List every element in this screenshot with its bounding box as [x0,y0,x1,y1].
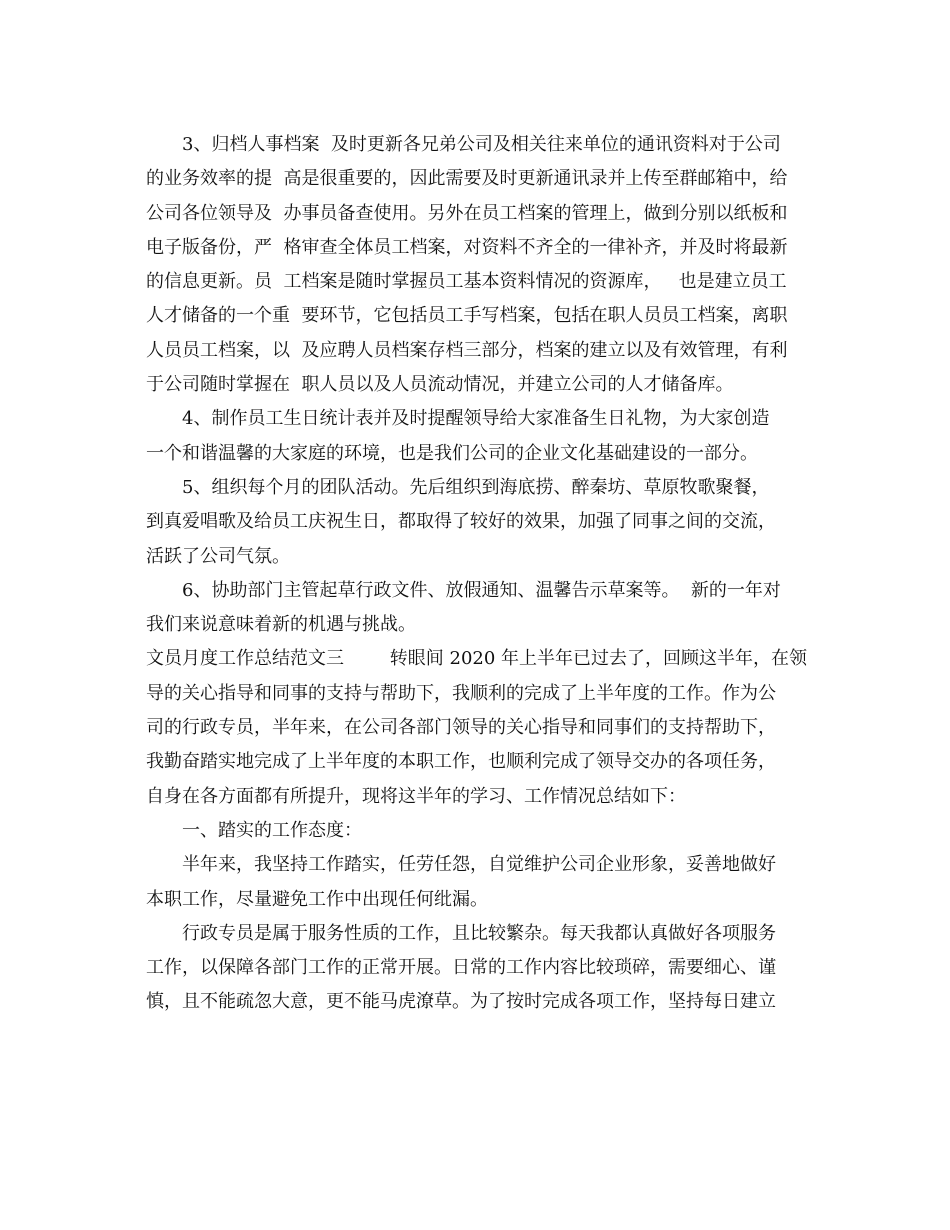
text-line: 4、制作员工生日统计表并及时提醒领导给大家准备生日礼物，为大家创造 [182,408,770,430]
text-line: 我勤奋踏实地完成了上半年度的本职工作，也顺利完成了领导交办的各项任务， [146,751,776,773]
text-line: 于公司随时掌握在 职人员以及人员流动情况，并建立公司的人才储备库。 [146,374,734,396]
text-line: 文员月度工作总结范文三 转眼间 2020 年上半年已过去了，回顾这半年，在领 [146,648,808,670]
text-line: 行政专员是属于服务性质的工作，且比较繁杂。每天我都认真做好各项服务 [182,922,776,944]
text-line: 的业务效率的提 高是很重要的，因此需要及时更新通讯录并上传至群邮箱中，给 [146,168,788,190]
text-line: 半年来，我坚持工作踏实，任劳任怨，自觉维护公司企业形象，妥善地做好 [182,854,776,876]
text-line: 我们来说意味着新的机遇与挑战。 [146,614,416,636]
text-line: 一、踏实的工作态度： [182,819,362,841]
text-line: 导的关心指导和同事的支持与帮助下，我顺利的完成了上半年度的工作。作为公 [146,682,776,704]
text-line: 一个和谐温馨的大家庭的环境，也是我们公司的企业文化基础建设的一部分。 [146,442,758,464]
text-line: 人才储备的一个重 要环节，它包括员工手写档案，包括在职人员员工档案，离职 [146,305,788,327]
text-line: 本职工作，尽量避免工作中出现任何纰漏。 [146,888,488,910]
text-line: 自身在各方面都有所提升，现将这半年的学习、工作情况总结如下： [146,785,686,807]
text-line: 3、归档人事档案 及时更新各兄弟公司及相关往来单位的通讯资料对于公司 [182,134,781,155]
text-line: 公司各位领导及 办事员备查使用。另外在员工档案的管理上，做到分别以纸板和 [146,202,788,224]
text-line: 工作，以保障各部门工作的正常开展。日常的工作内容比较琐碎，需要细心、谨 [146,957,776,979]
text-line: 司的行政专员，半年来，在公司各部门领导的关心指导和同事们的支持帮助下， [146,717,776,739]
text-line: 6、协助部门主管起草行政文件、放假通知、温馨告示草案等。 新的一年对 [182,579,781,601]
text-line: 的信息更新。员 工档案是随时掌握员工基本资料情况的资源库， 也是建立员工 [146,271,787,293]
text-line: 电子版备份，严 格审查全体员工档案，对资料不齐全的一律补齐，并及时将最新 [146,236,788,258]
text-line: 到真爱唱歌及给员工庆祝生日，都取得了较好的效果，加强了同事之间的交流， [146,511,776,533]
text-line: 慎，且不能疏忽大意，更不能马虎潦草。为了按时完成各项工作，坚持每日建立 [146,991,776,1013]
text-line: 5、组织每个月的团队活动。先后组织到海底捞、醉秦坊、草原牧歌聚餐， [182,476,770,498]
text-line: 人员员工档案，以 及应聘人员档案存档三部分，档案的建立以及有效管理，有利 [146,339,788,361]
text-line: 活跃了公司气氛。 [146,545,290,567]
document-body [146,128,811,1020]
